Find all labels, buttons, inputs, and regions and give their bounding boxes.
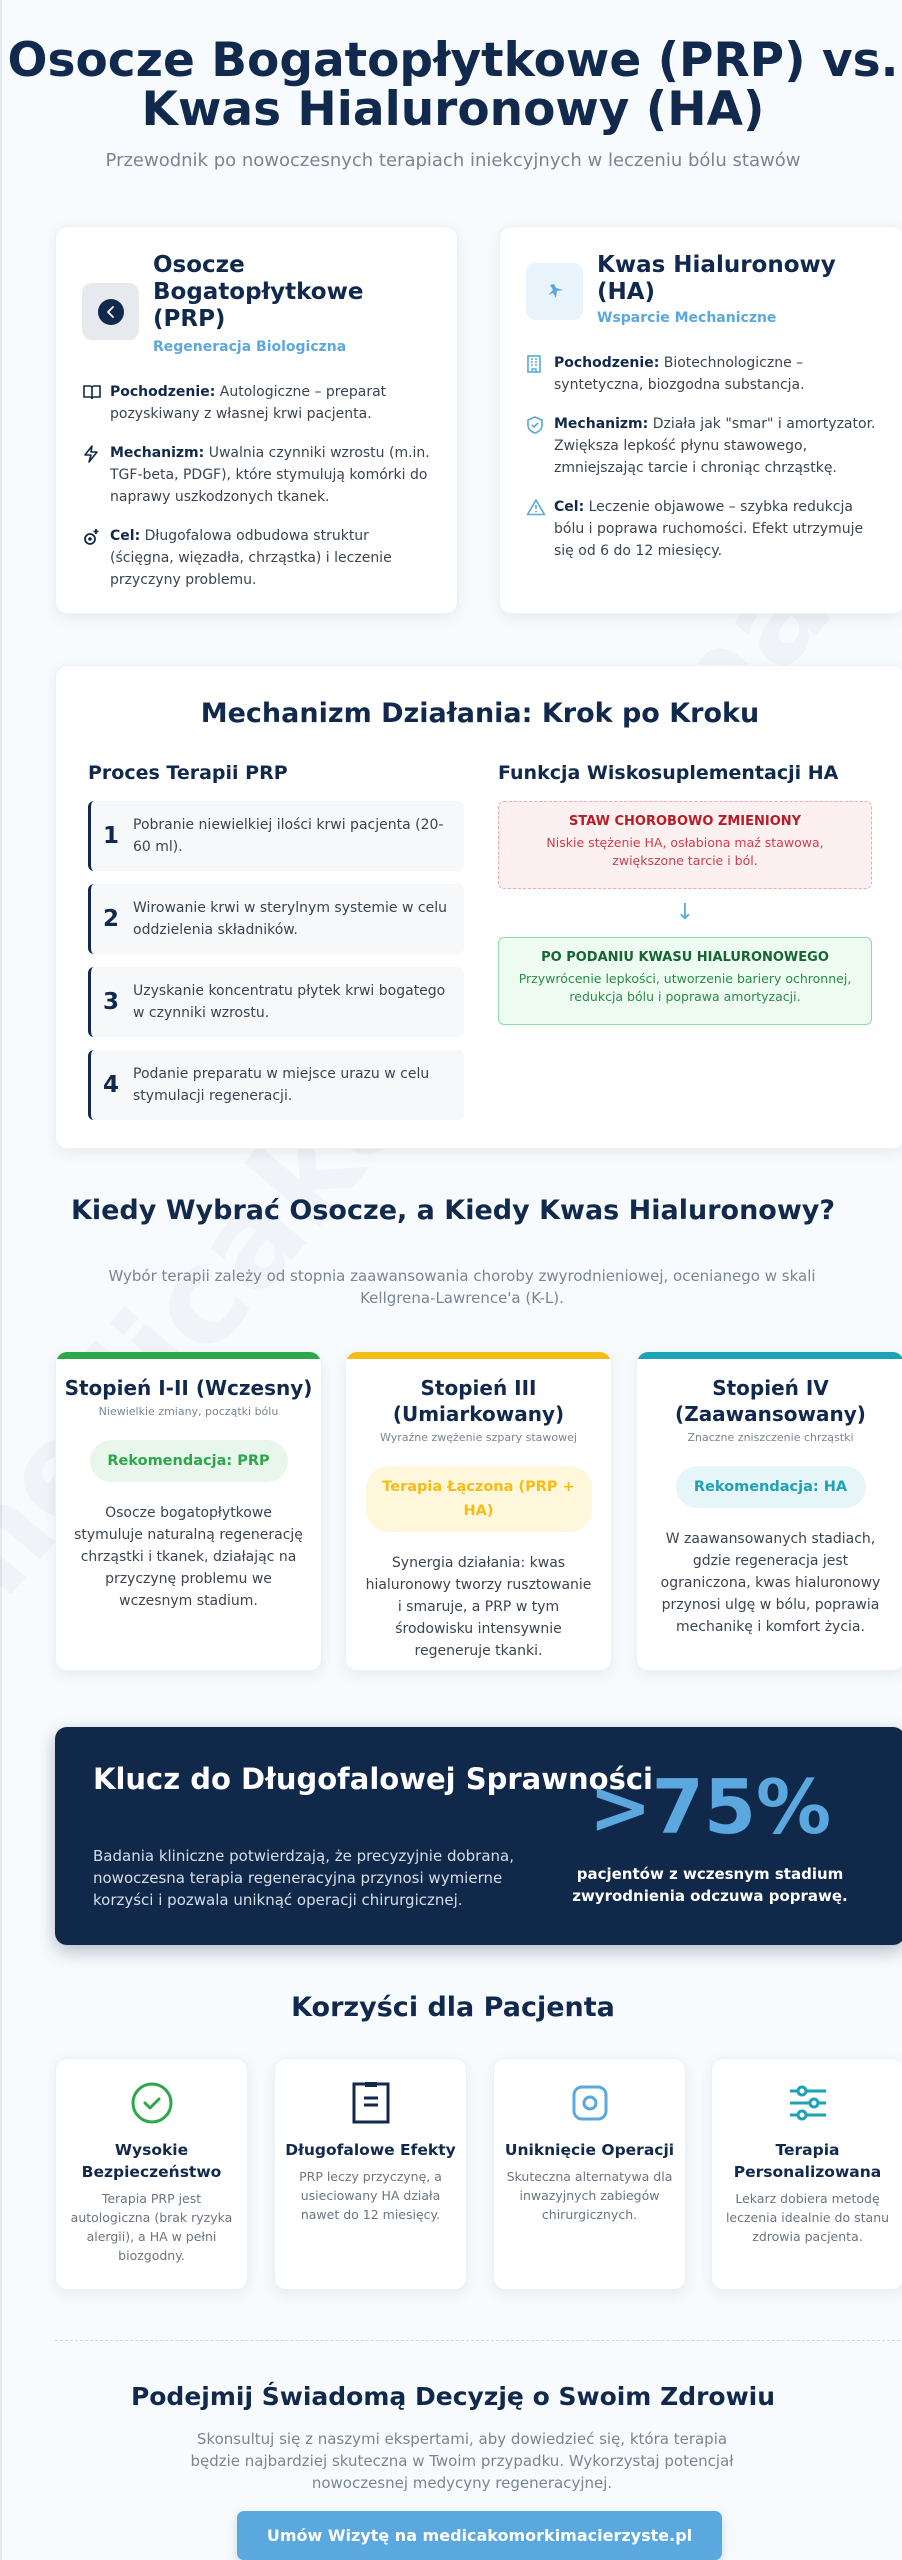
book-visit-button[interactable]: Umów Wizytę na medicakomorkimacierzyste.pl	[237, 2511, 722, 2560]
prp-steps	[88, 801, 464, 1133]
benefit-card: Wysokie Bezpieczeństwo Terapia PRP jest autologiczna (brak ryzyka alergii), a HA w pełni biozgodny.	[55, 2058, 248, 2290]
prp-step: 2 Wirowanie krwi w sterylnym systemie w celu oddzielenia składników.	[88, 884, 464, 954]
prp-card	[55, 226, 458, 614]
stage-color-bar	[346, 1352, 611, 1359]
benefits-title: Korzyści dla Pacjenta	[291, 1992, 615, 2023]
prp-step: 4 Podanie preparatu w miejsce urazu w celu stymulacji regeneracji.	[88, 1050, 464, 1120]
ha-flow	[498, 801, 872, 1025]
cta-text: Skonsultuj się z naszymi ekspertami, aby dowiedzieć się, która terapia będzie najbardziej skuteczna w Twoim przypadku. Wykorzystaj potencjał nowoczesnej medycyny regeneracyjnej.	[190, 2430, 734, 2492]
ha-feature-mechanism: Mechanizm: Działa jak "smar" i amortyzator. Zwiększa lepkość płynu stawowego, zmniejszając tarcie i chroniąc chrząstkę.	[526, 413, 880, 479]
benefit-card: Długofalowe Efekty PRP leczy przyczynę, a usieciowany HA działa nawet do 12 miesięcy.	[274, 2058, 467, 2290]
when-subtitle: Wybór terapii zależy od stopnia zaawansowania choroby zwyrodnieniowej, ocenianego w skali Kellgrena-Lawrence'a (K-L).	[108, 1267, 816, 1307]
ha-icon-box	[526, 263, 583, 320]
recommendation-badge: Rekomendacja: HA	[676, 1466, 866, 1508]
stage-card-advanced: Stopień IV (Zaawansowany) Znaczne zniszczenie chrząstki Rekomendacja: HA W zaawansowanych stadiach, gdzie regeneracja jest ograniczona, kwas hialuronowy przynosi ulgę w bólu, poprawia mechanikę i komfort życia.	[636, 1352, 902, 1671]
prp-icon-box	[82, 283, 139, 340]
sliders-icon	[788, 2085, 828, 2121]
stat-caption: pacjentów z wczesnym stadium zwyrodnienia odczuwa poprawę.	[572, 1865, 848, 1905]
prp-card-title: Osocze Bogatopłytkowe (PRP)	[153, 252, 364, 332]
building-icon	[526, 354, 542, 374]
page-subtitle: Przewodnik po nowoczesnych terapiach iniekcyjnych w leczeniu bólu stawów	[105, 150, 801, 171]
prp-step: 3 Uzyskanie koncentratu płytek krwi bogatego w czynniki wzrostu.	[88, 967, 464, 1037]
cta-title: Podejmij Świadomą Decyzję o Swoim Zdrowiu	[130, 2382, 776, 2411]
stage-card-early: Stopień I-II (Wczesny) Niewielkie zmiany, początki bólu Rekomendacja: PRP Osocze bogatopłytkowe stymuluje naturalną regenerację chrząstki i tkanek, działając na przyczynę problemu we wczesnym stadium.	[55, 1352, 322, 1671]
ha-function-title: Funkcja Wiskosuplementacji HA	[498, 762, 839, 784]
prp-process-title: Proces Terapii PRP	[88, 762, 288, 784]
ha-feature-list	[526, 352, 880, 579]
prp-feature-mechanism: Mechanizm: Uwalnia czynniki wzrostu (m.in. TGF-beta, PDGF), które stymulują komórki do naprawy uszkodzonych tkanek.	[82, 442, 433, 508]
book-open-icon	[82, 383, 102, 401]
section-divider	[55, 2340, 902, 2341]
prp-feature-goal: Cel: Długofalowa odbudowa struktur (ścięgna, więzadła, chrząstka) i leczenie przyczyny problemu.	[82, 525, 433, 591]
ha-card-title: Kwas Hialuronowy (HA)	[597, 252, 836, 305]
stage-card-moderate: Stopień III (Umiarkowany) Wyraźne zwężenie szpary stawowej Terapia Łączona (PRP + HA) Synergia działania: kwas hialuronowy tworzy rusztowanie i smaruje, a PRP w tym środowisku intensywnie regeneruje tkanki.	[345, 1352, 612, 1671]
shield-check-icon	[526, 415, 544, 435]
benefit-card: Terapia Personalizowana Lekarz dobiera metodę leczenia idealnie do stanu zdrowia pacjenta.	[711, 2058, 902, 2290]
recommendation-badge: Terapia Łączona (PRP + HA)	[366, 1466, 592, 1532]
stage-color-bar	[637, 1352, 902, 1359]
warning-triangle-icon	[526, 498, 546, 516]
benefit-card: Uniknięcie Operacji Skuteczna alternatywa dla inwazyjnych zabiegów chirurgicznych.	[493, 2058, 686, 2290]
ha-card-tagline: Wsparcie Mechaniczne	[597, 310, 777, 326]
target-square-icon	[571, 2084, 609, 2122]
stat-title: Klucz do Długofalowej Sprawności	[93, 1762, 653, 1796]
when-title: Kiedy Wybrać Osocze, a Kiedy Kwas Hialuronowy?	[70, 1195, 836, 1226]
prp-step: 1 Pobranie niewielkiej ilości krwi pacjenta (20-60 ml).	[88, 801, 464, 871]
prp-feature-list	[82, 381, 433, 608]
prp-feature-origin: Pochodzenie: Autologiczne – preparat pozyskiwany z własnej krwi pacjenta.	[82, 381, 433, 425]
diseased-joint-box: STAW CHOROBOWO ZMIENIONY Niskie stężenie HA, osłabiona maź stawowa, zwiększone tarcie i ból.	[498, 801, 872, 889]
sparkle-tools-icon	[82, 527, 102, 547]
stat-text: Badania kliniczne potwierdzają, że precyzyjnie dobrana, nowoczesna terapia regeneracyjna przynosi wymierne korzyści i pozwala uniknąć operacji chirurgicznej.	[93, 1847, 514, 1909]
ha-card	[499, 226, 902, 614]
after-ha-box: PO PODANIU KWASU HIALURONOWEGO Przywrócenie lepkości, utworzenie bariery ochronnej, redukcja bólu i poprawa amortyzacji.	[498, 937, 872, 1025]
ha-feature-goal: Cel: Leczenie objawowe – szybka redukcja bólu i poprawa ruchomości. Efekt utrzymuje się od 6 do 12 miesięcy.	[526, 496, 880, 562]
clipboard-icon	[351, 2081, 391, 2125]
arrow-down-icon: ↓	[675, 900, 695, 925]
page-title: Osocze Bogatopłytkowe (PRP) vs. Kwas Hialuronowy (HA)	[7, 33, 899, 137]
stat-banner	[55, 1727, 902, 1945]
lightning-icon	[82, 444, 100, 464]
stage-color-bar	[56, 1352, 321, 1359]
stat-value: >75%	[588, 1763, 832, 1851]
mechanism-section	[55, 665, 902, 1149]
running-figure-icon	[544, 281, 566, 303]
chevron-left-circle-icon	[98, 299, 124, 325]
prp-card-tagline: Regeneracja Biologiczna	[153, 339, 347, 355]
mechanism-title: Mechanizm Działania: Krok po Kroku	[200, 698, 760, 729]
check-circle-icon	[131, 2082, 173, 2124]
ha-feature-origin: Pochodzenie: Biotechnologiczne – syntetyczna, biozgodna substancja.	[526, 352, 880, 396]
recommendation-badge: Rekomendacja: PRP	[90, 1440, 288, 1482]
